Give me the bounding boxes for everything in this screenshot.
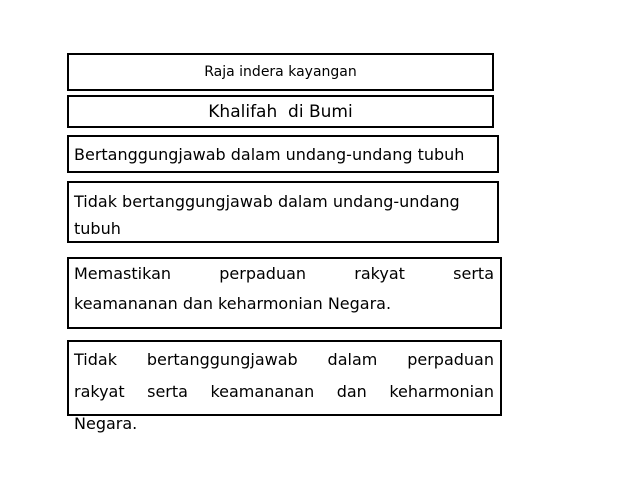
box-text: Raja indera kayangan: [204, 64, 357, 80]
box-text: Bertanggungjawab dalam undang-undang tubuh: [74, 144, 465, 164]
box-memastikan-perpaduan: [67, 257, 502, 329]
box-text: Khalifah di Bumi: [208, 101, 353, 122]
box-text-line-1: Tidak bertanggungjawab dalam undang-undang: [74, 192, 460, 211]
box-raja-indera-kayangan: [67, 53, 494, 91]
box-khalifah-di-bumi: [67, 95, 494, 128]
box-text-line-3: Negara.: [74, 414, 138, 433]
box-text-line-2: keamananan dan keharmonian Negara.: [74, 294, 392, 313]
box-text-line-1: Tidak bertanggungjawab dalam perpaduan: [74, 350, 494, 369]
box-text-line-1: Memastikan perpaduan rakyat serta: [74, 264, 494, 283]
box-tidak-bertanggungjawab-perpaduan: [67, 340, 502, 433]
box-bertanggungjawab-undang-undang: [67, 135, 499, 173]
box-tidak-bertanggungjawab-undang-undang: [67, 181, 499, 243]
box-text-line-2: rakyat serta keamananan dan keharmonian: [74, 382, 494, 401]
box-text-line-2: tubuh: [74, 219, 121, 238]
